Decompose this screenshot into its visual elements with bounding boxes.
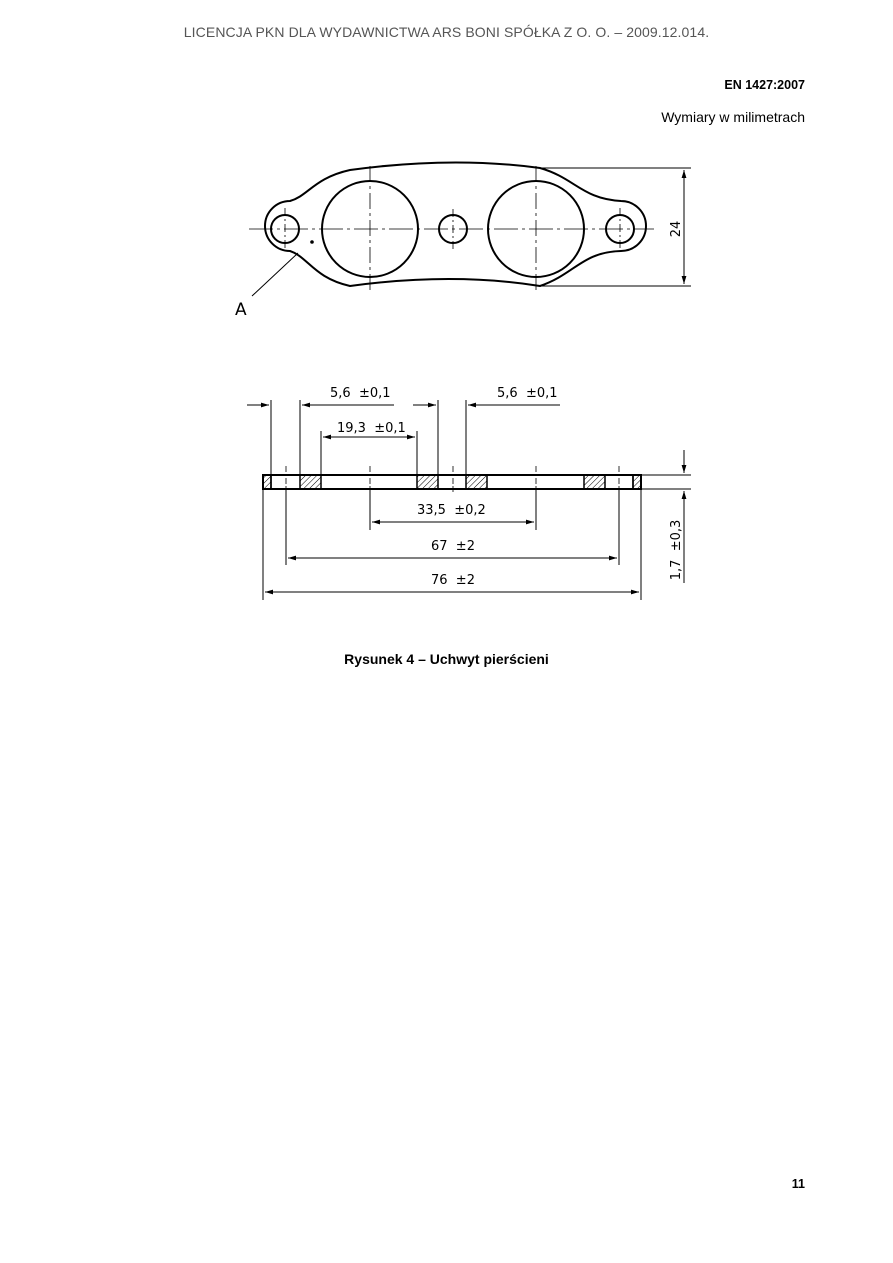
dim-inner-span-text: 67 ±2 xyxy=(431,539,475,554)
section-view xyxy=(247,400,691,600)
height-dimension-text: 24 xyxy=(669,220,684,238)
page-number: 11 xyxy=(791,1177,805,1191)
figure-caption: Rysunek 4 – Uchwyt pierścieni xyxy=(344,651,549,667)
leader-line xyxy=(252,253,298,296)
dim-center-distance-text: 33,5 ±0,2 xyxy=(417,503,486,518)
hatch-left-bridge xyxy=(300,475,321,489)
license-header: LICENCJA PKN DLA WYDAWNICTWA ARS BONI SPÓŁKA Z O. O. – 2009.12.014. xyxy=(183,24,710,40)
leader-dot xyxy=(310,240,314,244)
hatch-left-edge xyxy=(263,475,271,489)
top-view xyxy=(249,162,691,296)
dim-thickness-text: 1,7 ±0,3 xyxy=(669,519,684,581)
hatch-right-bridge xyxy=(584,475,605,489)
dim-left-wall-text: 5,6 ±0,1 xyxy=(330,386,391,401)
hatch-center-left xyxy=(417,475,438,489)
dim-center-wall-text: 5,6 ±0,1 xyxy=(497,386,558,401)
label-a: A xyxy=(235,300,247,320)
hatch-right-edge xyxy=(633,475,641,489)
dim-overall-text: 76 ±2 xyxy=(431,573,475,588)
dim-hole-text: 19,3 ±0,1 xyxy=(337,421,406,436)
units-note: Wymiary w milimetrach xyxy=(661,109,805,125)
hatch-center-right xyxy=(466,475,487,489)
standard-number: EN 1427:2007 xyxy=(724,78,805,92)
